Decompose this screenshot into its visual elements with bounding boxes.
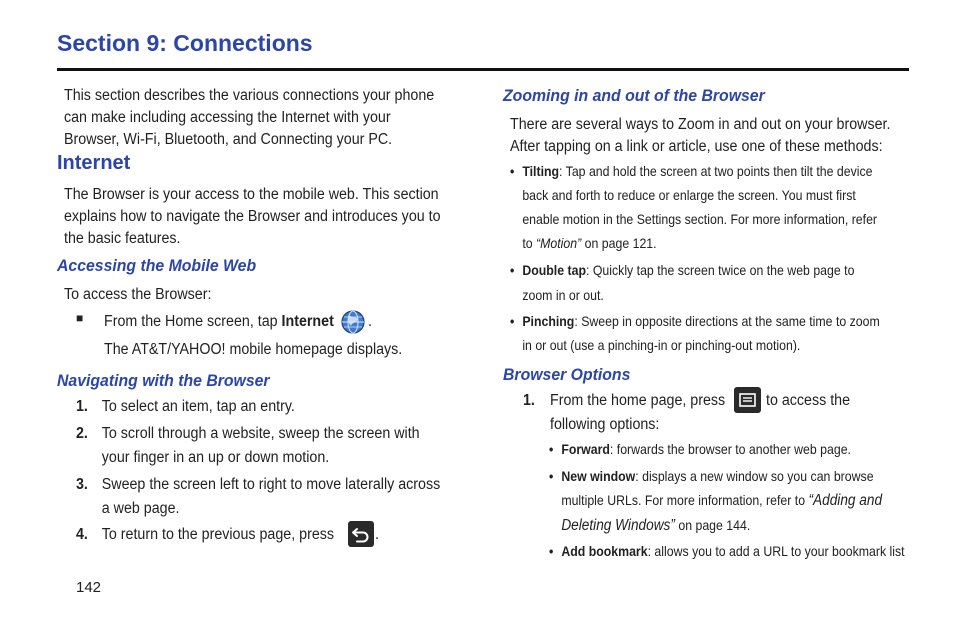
- navigating-heading: Navigating with the Browser: [57, 371, 270, 390]
- step-3: 3. Sweep the screen left to right to move laterally across a web page.: [76, 476, 441, 517]
- tilting-bullet: • Tilting: Tap and hold the screen at two points then tilt the device back and forth to reduce or enlarge the screen. You must first enable motion in the Settings section. For more information, refer to “Motion” on page 121.: [510, 163, 878, 251]
- page-number: 142: [76, 579, 102, 596]
- section-title: Section 9: Connections: [57, 30, 313, 56]
- options-step-num: 1.: [523, 392, 535, 409]
- options-step-pre: From the home page, press: [550, 392, 726, 409]
- globe-icon: [340, 309, 366, 335]
- zoom-intro: There are several ways to Zoom in and out on your browser. After tapping on a link or article, use one of these methods:: [510, 116, 891, 155]
- options-step-post: to access the: [766, 392, 851, 409]
- addbookmark-option: • Add bookmark: allows you to add a URL to your bookmark list: [549, 543, 905, 559]
- title-rule: [57, 68, 909, 71]
- forward-option: • Forward: forwards the browser to another web page.: [549, 441, 851, 457]
- accessing-bullet-post: .: [368, 313, 372, 330]
- accessing-bullet: From the Home screen, tap Internet: [104, 313, 334, 330]
- step-2: 2. To scroll through a website, sweep the screen with your finger in an up or down motion.: [76, 425, 420, 466]
- options-step-line2: following options:: [550, 416, 660, 433]
- accessing-result: The AT&T/YAHOO! mobile homepage displays.: [104, 341, 403, 358]
- menu-icon: [734, 387, 761, 413]
- back-button-icon: [348, 521, 374, 552]
- menu-button-icon: [734, 387, 761, 418]
- options-heading: Browser Options: [503, 365, 631, 384]
- accessing-text: To access the Browser:: [64, 286, 212, 303]
- pinching-bullet: • Pinching: Sweep in opposite directions at the same time to zoom in or out (use a pinching-in or pinching-out motion).: [510, 313, 880, 353]
- internet-heading: Internet: [57, 152, 131, 174]
- step-1: 1. To select an item, tap an entry.: [76, 398, 295, 415]
- zoom-heading: Zooming in and out of the Browser: [503, 86, 765, 105]
- square-bullet: ■: [76, 311, 84, 325]
- step-4-post: .: [375, 526, 379, 543]
- back-arrow-icon: [348, 521, 374, 547]
- internet-globe-icon: [340, 309, 366, 340]
- internet-paragraph: The Browser is your access to the mobile web. This section explains how to navigate the Browser and introduces you to the basic features.: [64, 186, 441, 247]
- intro-paragraph: This section describes the various connections your phone can make including accessing the Internet with your Browser, Wi-Fi, Bluetooth, and Connecting your PC.: [64, 87, 435, 148]
- doubletap-bullet: • Double tap: Quickly tap the screen twice on the web page to zoom in or out.: [510, 262, 855, 303]
- step-4: 4. To return to the previous page, press: [76, 526, 335, 543]
- newwindow-option: • New window: displays a new window so you can browse multiple URLs. For more information, refer to “Adding and Deleting Windows” on page 144.: [549, 468, 883, 534]
- accessing-heading: Accessing the Mobile Web: [57, 256, 257, 275]
